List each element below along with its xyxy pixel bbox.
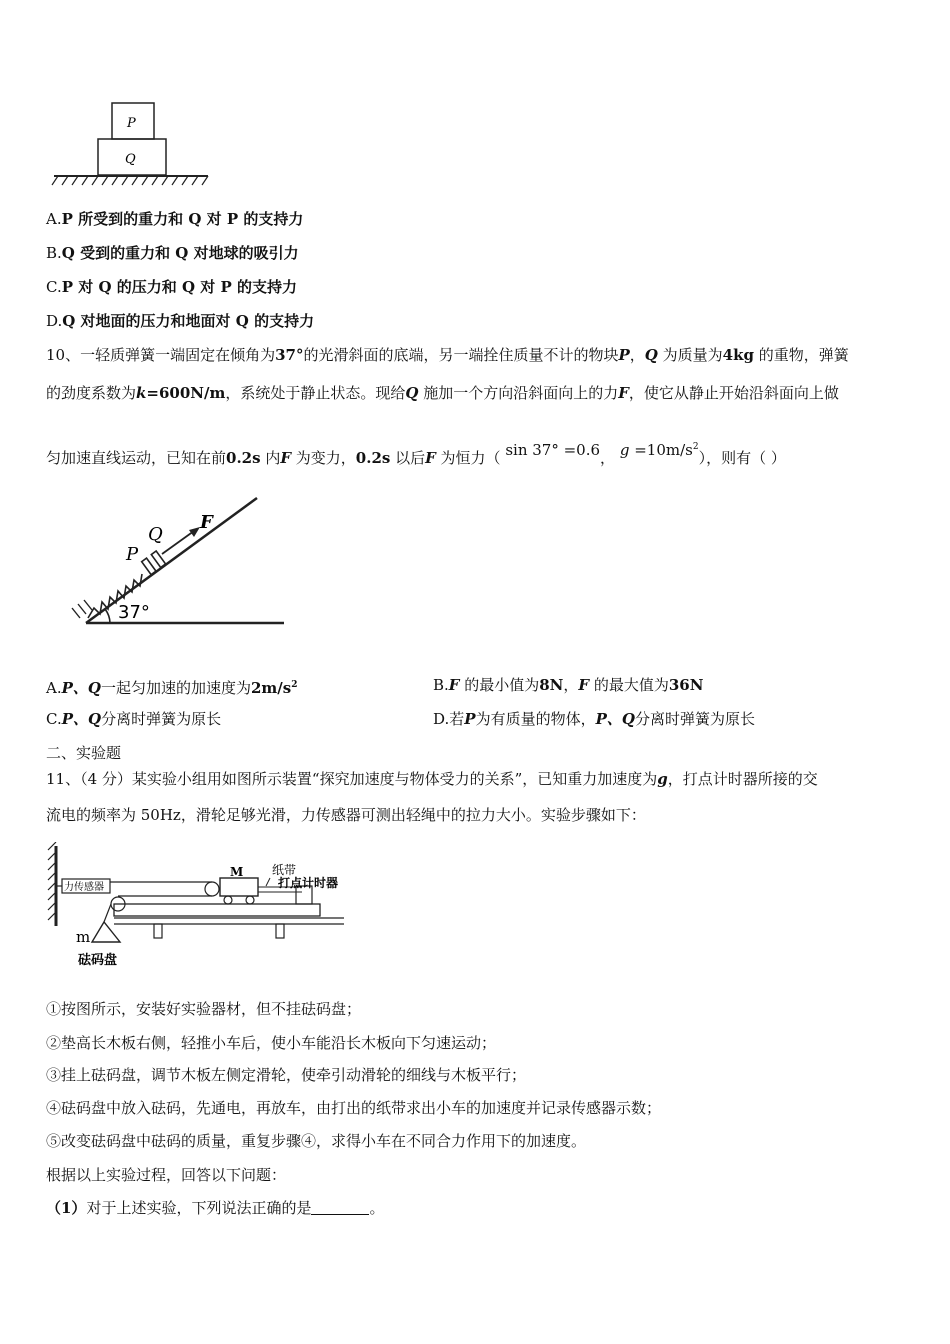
answer-blank[interactable]: [311, 1200, 369, 1215]
q11-after-text: 根据以上实验过程，回答以下问题：: [46, 1166, 287, 1184]
text: 36N: [668, 676, 704, 694]
text: 的最小值为: [459, 676, 540, 694]
text: ），则有（ ）: [698, 449, 786, 467]
text: 内: [260, 449, 281, 467]
cart-wheel: [224, 896, 232, 904]
option-letter: A.: [46, 679, 62, 697]
q11-line-1: [46, 768, 818, 790]
section-title: 二、实验题: [46, 744, 122, 762]
tape-label: 纸带: [272, 863, 297, 877]
q11-line-2: 流电的频率为 50Hz，滑轮足够光滑，力传感器可测出轻绳中的拉力大小。实验步骤如下：: [46, 806, 646, 824]
text: k: [136, 384, 147, 402]
block-p-label: P: [127, 116, 136, 131]
text: F: [618, 384, 629, 402]
text: F: [578, 676, 590, 694]
incline-figure: [62, 490, 302, 630]
text: ，系统处于静止状态。现给: [225, 384, 406, 402]
option-letter: B.: [46, 244, 62, 262]
text: 为变力，: [291, 449, 356, 467]
text: 8N: [539, 676, 564, 694]
option-letter: D.: [433, 710, 450, 728]
force-arrowhead: [189, 527, 200, 537]
option-text: P 所受到的重力和 Q 对 P 的支持力: [61, 210, 304, 228]
sensor-label: 力传感器: [64, 882, 104, 893]
text: =10m/s: [629, 441, 693, 459]
option-letter: C.: [46, 710, 62, 728]
q9-option-c: [46, 276, 297, 298]
option-letter: D.: [46, 312, 63, 330]
weight-pan: [92, 922, 120, 942]
text: 为有质量的物体，: [475, 710, 596, 728]
text: 2: [692, 442, 699, 452]
option-letter: B.: [433, 676, 449, 694]
q10-line-1: [46, 344, 849, 366]
text: 分离时弹簧为原长: [634, 710, 755, 728]
text: 的重物，弹簧: [753, 346, 849, 364]
incline-surface: [86, 498, 257, 623]
cart: [220, 878, 258, 896]
text: 2m/s: [250, 679, 292, 697]
text: 的光滑斜面的底端，另一端拴住质量不计的物块: [303, 346, 619, 364]
ground-hatch: [52, 176, 208, 185]
step-1: ①按图所示，安装好实验器材，但不挂砝码盘；: [46, 1000, 362, 1018]
tape-pointer: [266, 878, 270, 886]
text: ，使它从静止开始沿斜面向上做: [628, 384, 839, 402]
option-text: P 对 Q 的压力和 Q 对 P 的支持力: [61, 278, 297, 296]
q10-option-c: [46, 708, 221, 730]
text: 10、一轻质弹簧一端固定在倾角为: [46, 346, 276, 364]
table-leg: [154, 924, 162, 938]
option-letter: C.: [46, 278, 62, 296]
step-2: ②垫高长木板右侧，轻推小车后，使小车能沿长木板向下匀速运动；: [46, 1034, 497, 1052]
text: F: [425, 449, 436, 467]
q10-line-2: [46, 382, 839, 404]
q10-option-a: [46, 674, 297, 699]
text: 一起匀加速的加速度为: [100, 679, 251, 697]
q10-line-3: [46, 441, 786, 469]
f-label: F: [200, 512, 213, 533]
option-letter: A.: [46, 210, 62, 228]
text: ，: [600, 449, 616, 467]
cart-wheel: [246, 896, 254, 904]
text: 的劲度系数为: [46, 384, 137, 402]
text: P、Q: [595, 710, 635, 728]
math-sin37: sin 37° =0.6: [505, 441, 601, 459]
text: ，: [629, 346, 645, 364]
text: 4kg: [722, 346, 754, 364]
step-3: ③挂上砝码盘，调节木板左侧定滑轮，使牵引动滑轮的细线与木板平行；: [46, 1066, 527, 1084]
text: 0.2s: [355, 449, 391, 467]
p-label: P: [126, 544, 139, 565]
text: P: [464, 710, 476, 728]
text: 0.2s: [226, 449, 261, 467]
text: Q: [405, 384, 419, 402]
cart-label: M: [230, 865, 244, 879]
step-5: ⑤改变砝码盘中砝码的质量，重复步骤④，求得小车在不同合力作用下的加速度。: [46, 1132, 587, 1150]
text: P: [618, 346, 630, 364]
text: F: [448, 676, 460, 694]
angle-label: 37°: [118, 602, 150, 623]
text: g: [657, 770, 668, 788]
option-text: Q 受到的重力和 Q 对地球的吸引力: [61, 244, 299, 262]
text: 分离时弹簧为原长: [101, 710, 222, 728]
text: 匀加速直线运动，已知在前: [46, 449, 227, 467]
q10-option-d: [433, 708, 755, 730]
pan-label: 砝码盘: [78, 953, 118, 968]
q9-option-d: [46, 310, 314, 332]
text: 11、（4 分）某实验小组用如图所示装置“探究加速度与物体受力的关系”，已知重力加速度为: [46, 770, 658, 788]
text: P、Q: [61, 679, 101, 697]
moving-pulley: [205, 882, 219, 896]
text: 为质量为: [657, 346, 723, 364]
text: 为恒力（: [435, 449, 501, 467]
rope-down: [104, 904, 111, 922]
text: 2: [291, 680, 298, 690]
timer-label: 打点计时器: [278, 876, 339, 890]
pan-mass-label: m: [76, 928, 91, 946]
text: 若: [449, 710, 465, 728]
text: P、Q: [61, 710, 102, 728]
text: 37°: [275, 346, 304, 364]
math-g: [620, 441, 699, 459]
blocks-figure: [50, 95, 220, 195]
q9-option-a: [46, 208, 303, 230]
text: ，: [563, 676, 579, 694]
apparatus-figure: [44, 842, 354, 972]
text: 。: [369, 1199, 385, 1217]
text: Q: [644, 346, 658, 364]
q-label: Q: [148, 524, 163, 545]
step-4: ④砝码盘中放入砝码，先通电，再放车，由打出的纸带求出小车的加速度并记录传感器示数；: [46, 1099, 662, 1117]
text: g: [619, 441, 630, 459]
angle-arc: [105, 609, 110, 623]
board: [114, 904, 320, 916]
text: （1）: [46, 1199, 87, 1217]
q11-sub-1: [46, 1197, 384, 1219]
text: ，打点计时器所接的交: [667, 770, 818, 788]
text: 对于上述实验，下列说法正确的是: [86, 1199, 312, 1217]
q10-option-b: [433, 674, 703, 696]
option-text: Q 对地面的压力和地面对 Q 的支持力: [62, 312, 315, 330]
text: =600N/m: [146, 384, 226, 402]
q9-option-b: [46, 242, 299, 264]
block-q-label: Q: [125, 152, 136, 167]
table-leg: [276, 924, 284, 938]
text: 以后: [390, 449, 426, 467]
block-p-incline: [142, 558, 156, 574]
text: F: [280, 449, 291, 467]
text: 的最大值为: [589, 676, 669, 694]
force-arrow: [162, 531, 194, 554]
text: 施加一个方向沿斜面向上的力: [418, 384, 619, 402]
